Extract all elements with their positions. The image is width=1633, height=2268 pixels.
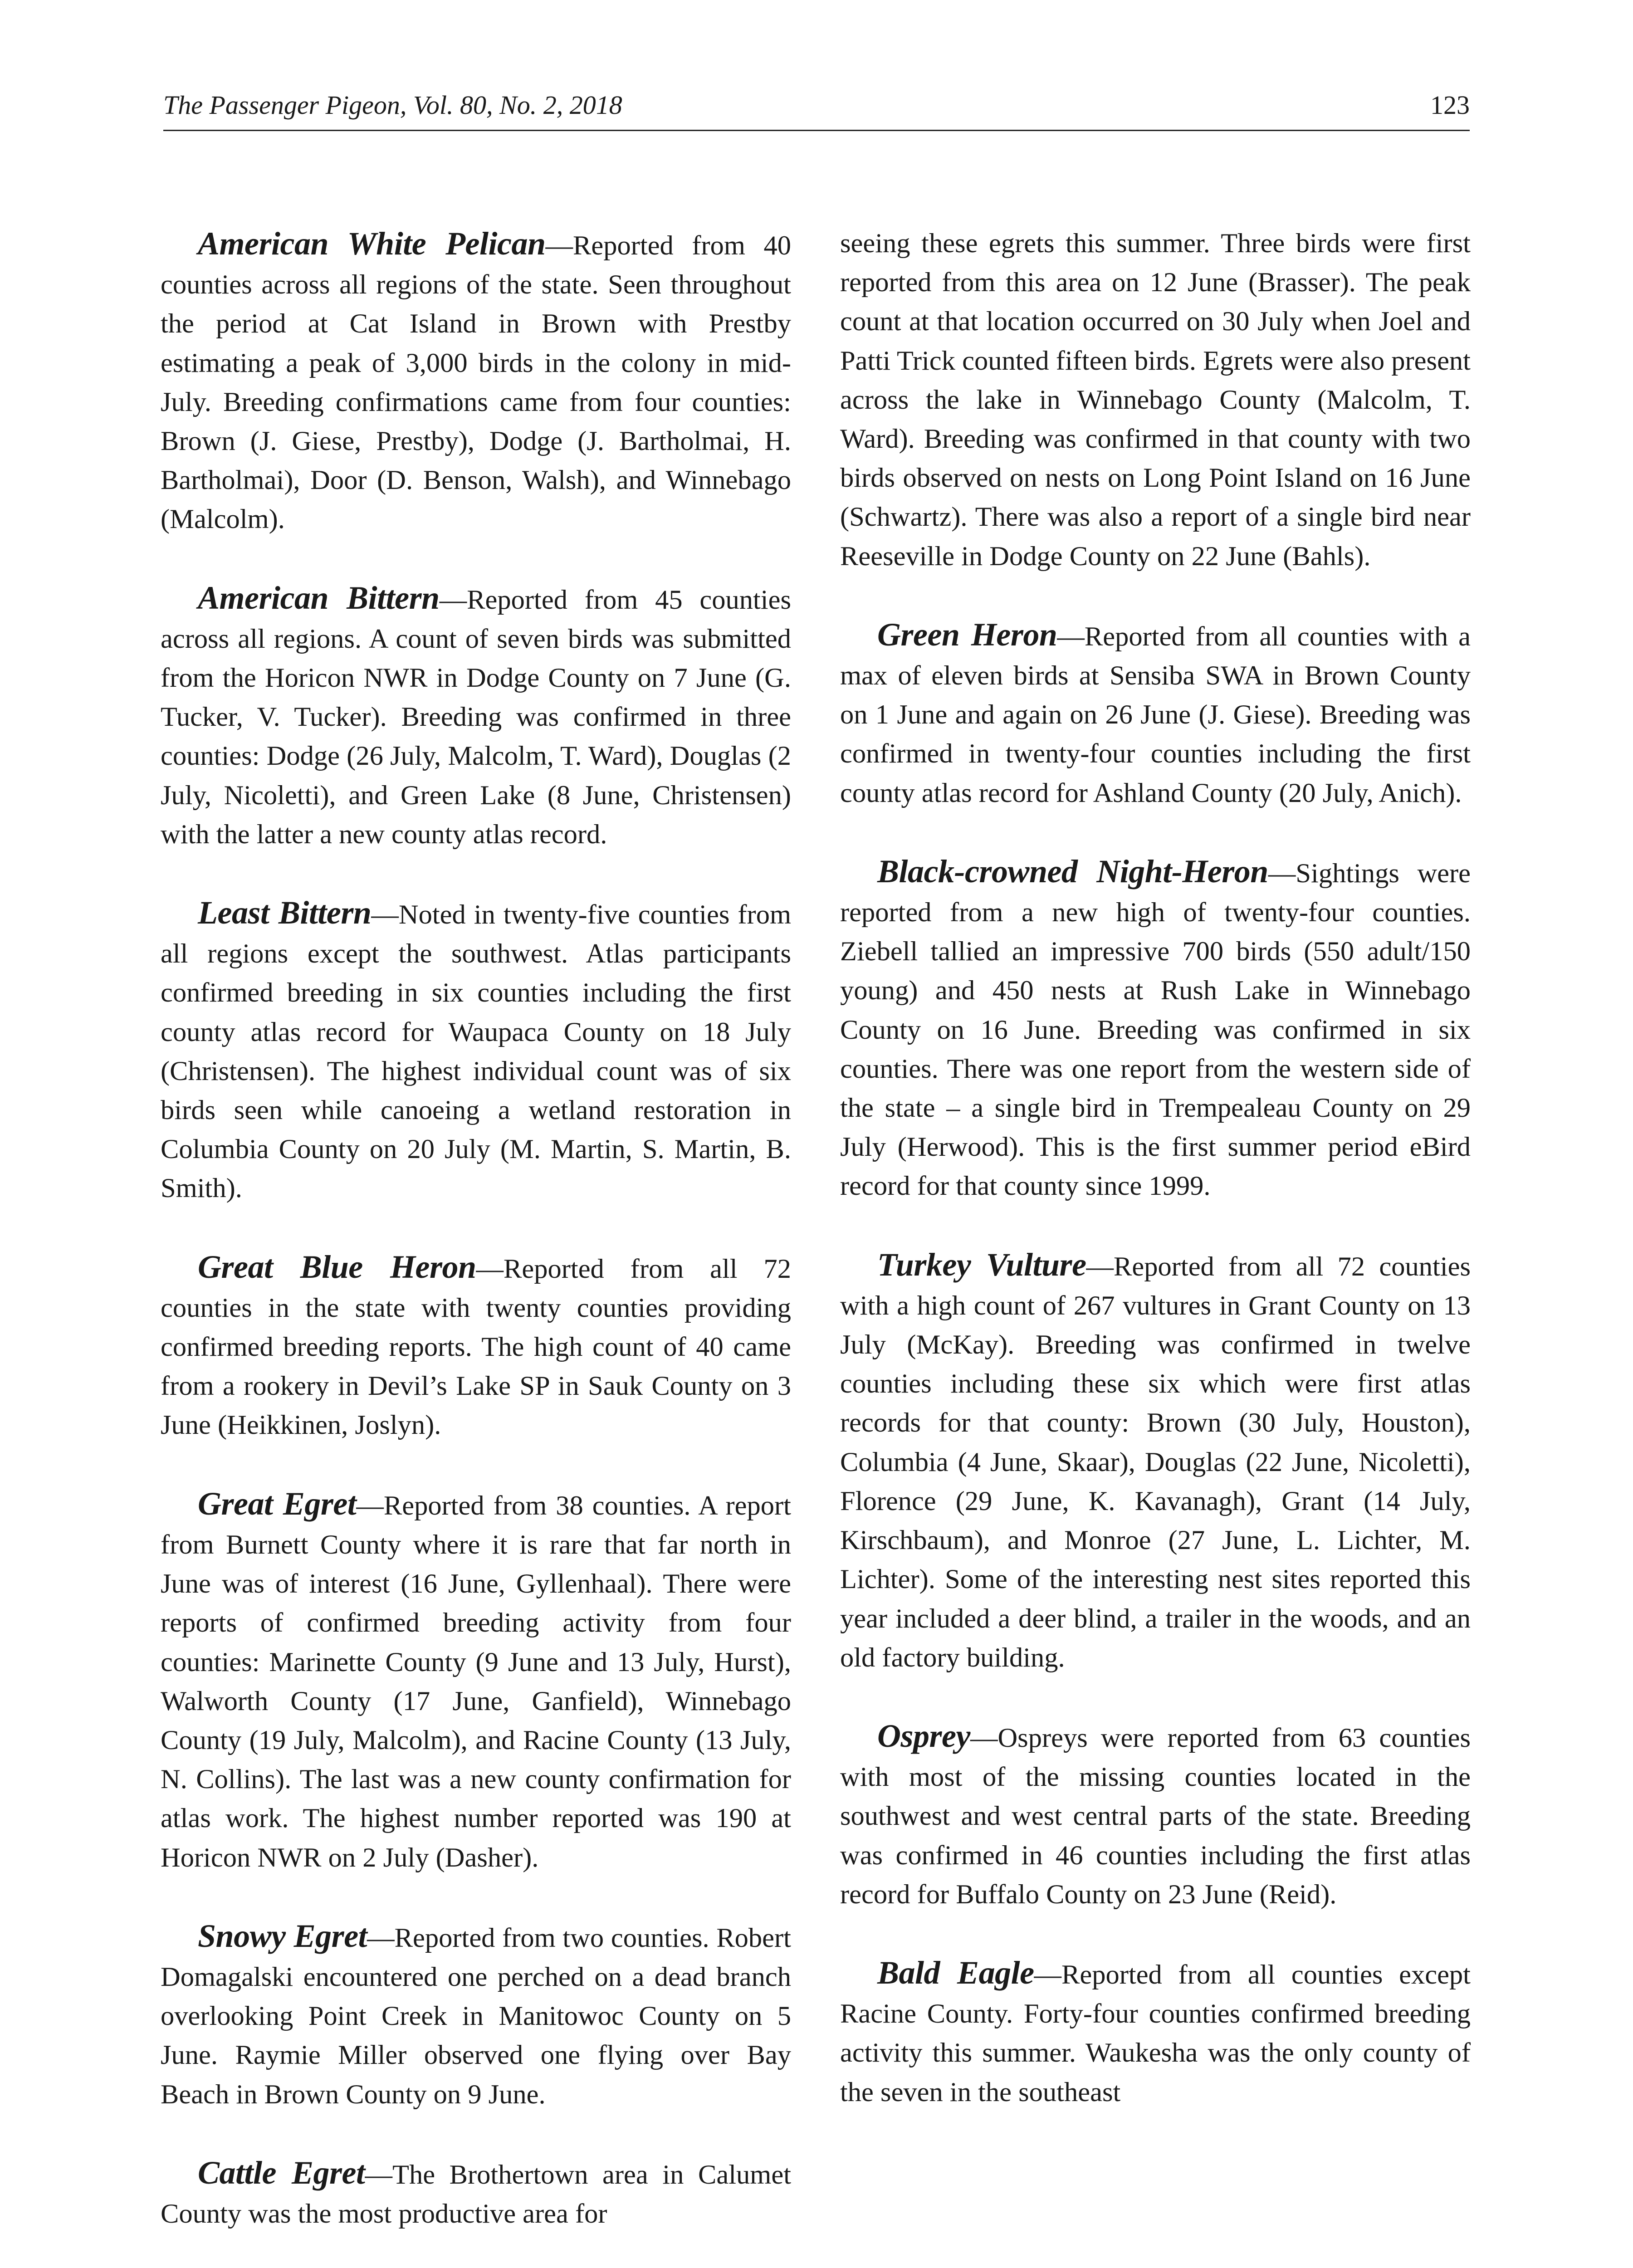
- species-account-bald-eagle: [840, 1953, 1471, 2112]
- species-account-cattle-egret: [161, 2153, 791, 2234]
- journal-citation: The Passenger Pigeon, Vol. 80, No. 2, 2018: [163, 90, 622, 120]
- species-account-least-bittern: [161, 893, 791, 1208]
- running-header: [163, 89, 1470, 131]
- species-text: —Reported from all 72 counties in the state with twenty counties providing confirmed breeding reports. The high count of 40 came from a rookery in Devil’s Lake SP in Sauk County on 3 June (Heikkinen, Joslyn).: [161, 1253, 791, 1441]
- species-account-cattle-egret-continued: [840, 224, 1471, 576]
- species-name: American Bittern: [198, 579, 440, 616]
- species-text: seeing these egrets this summer. Three birds were first reported from this area on 12 June (Brasser). The peak count at that location occurred on 30 July when Joel and Patti Trick counted fifteen birds. Egrets were also present across the lake in Winnebago County (Malcolm, T. Ward). Breeding was confirmed in that county with two birds observed on nests on Long Point Island on 16 June (Schwartz). There was also a report of a single bird near Reeseville in Dodge County on 22 June (Bahls).: [840, 228, 1471, 572]
- species-name: Cattle Egret: [198, 2154, 365, 2191]
- species-name: Turkey Vulture: [877, 1246, 1086, 1283]
- species-text: —Sightings were reported from a new high of twenty-four counties. Ziebell tallied an impressive 700 birds (550 adult/150 young) and 450 nests at Rush Lake in Winnebago County on 16 June. Breeding was confirmed in six counties. There was one report from the western side of the state – a single bird in Trempealeau County on 29 July (Herwood). This is the first summer period eBird record for that county since 1999.: [840, 858, 1471, 1202]
- species-text: —Reported from 38 counties. A report from Burnett County where it is rare that far north in June was of interest (16 June, Gyllenhaal). There were reports of confirmed breeding activity from four counties: Marinette County (9 June and 13 July, Hurst), Walworth County (17 June, Ganfield), Winnebago County (19 July, Malcolm), and Racine County (13 July, N. Collins). The last was a new county confirmation for atlas work. The highest number reported was 190 at Horicon NWR on 2 July (Dasher).: [161, 1490, 791, 1873]
- species-name: Bald Eagle: [877, 1954, 1034, 1991]
- species-name: Green Heron: [877, 616, 1057, 653]
- species-text: —Noted in twenty-five counties from all regions except the southwest. Atlas participants confirmed breeding in six counties including the first county atlas record for Waupaca County on 18 July (Christensen). The highest individual count was of six birds seen while canoeing a wetland restoration in Columbia County on 20 July (M. Martin, S. Martin, B. Smith).: [161, 899, 792, 1204]
- species-name: Great Blue Heron: [198, 1248, 476, 1285]
- species-name: Great Egret: [198, 1485, 357, 1522]
- species-account-american-bittern: [161, 578, 791, 854]
- species-account-black-crowned-night-heron: [840, 852, 1471, 1206]
- species-text: —Reported from all counties except Racine County. Forty-four counties confirmed breeding activity this summer. Waukesha was the only county of the seven in the southeast: [840, 1959, 1471, 2107]
- page-number: 123: [1430, 90, 1470, 120]
- species-name: American White Pelican: [198, 225, 546, 262]
- species-name: Snowy Egret: [198, 1917, 367, 1954]
- species-text: —The Brothertown area in Calumet County was the most productive area for: [161, 2159, 792, 2229]
- species-text: —Reported from all counties with a max of eleven birds at Sensiba SWA in Brown County on 1 June and again on 26 June (J. Giese). Breeding was confirmed in twenty-four counties including the first county atlas record for Ashland County (20 July, Anich).: [840, 621, 1471, 808]
- species-account-snowy-egret: [161, 1916, 791, 2114]
- species-account-turkey-vulture: [840, 1245, 1471, 1677]
- species-account-great-blue-heron: [161, 1247, 791, 1445]
- species-name: Least Bittern: [198, 894, 372, 931]
- species-text: —Ospreys were reported from 63 counties with most of the missing counties located in the southwest and west central parts of the state. Breeding was confirmed in 46 counties including the first atlas record for Buffalo County on 23 June (Reid).: [840, 1722, 1471, 1910]
- species-account-osprey: [840, 1716, 1471, 1914]
- species-account-american-white-pelican: [161, 224, 791, 539]
- species-account-green-heron: [840, 615, 1471, 813]
- right-column: [840, 224, 1471, 2151]
- left-column: [161, 224, 791, 2268]
- species-account-great-egret: [161, 1484, 791, 1877]
- species-name: Osprey: [877, 1717, 970, 1754]
- species-text: —Reported from two counties. Robert Domagalski encountered one perched on a dead branch overlooking Point Creek in Manitowoc County on 5 June. Raymie Miller observed one flying over Bay Beach in Brown County on 9 June.: [161, 1922, 791, 2110]
- species-name: Black-crowned Night-Heron: [877, 853, 1268, 890]
- species-text: —Reported from 45 counties across all regions. A count of seven birds was submitted from the Horicon NWR in Dodge County on 7 June (G. Tucker, V. Tucker). Breeding was confirmed in three counties: Dodge (26 July, Malcolm, T. Ward), Douglas (2 July, Nicoletti), and Green Lake (8 June, Christensen) with the latter a new county atlas record.: [161, 584, 791, 850]
- species-text: —Reported from all 72 counties with a high count of 267 vultures in Grant County on 13 July (McKay). Breeding was confirmed in twelve counties including these six which were first atlas records for that county: Brown (30 July, Houston), Columbia (4 June, Skaar), Douglas (22 June, Nicoletti), Florence (29 June, K. Kavanagh), Grant (14 July, Kirschbaum), and Monroe (27 June, L. Lichter, M. Lichter). Some of the interesting nest sites reported this year included a deer blind, a trailer in the woods, and an old factory building.: [840, 1251, 1471, 1673]
- species-text: —Reported from 40 counties across all regions of the state. Seen throughout the period at Cat Island in Brown with Prestby estimating a peak of 3,000 birds in the colony in mid-July. Breeding confirmations came from four counties: Brown (J. Giese, Prestby), Dodge (J. Bartholmai, H. Bartholmai), Door (D. Benson, Walsh), and Winnebago (Malcolm).: [161, 230, 791, 535]
